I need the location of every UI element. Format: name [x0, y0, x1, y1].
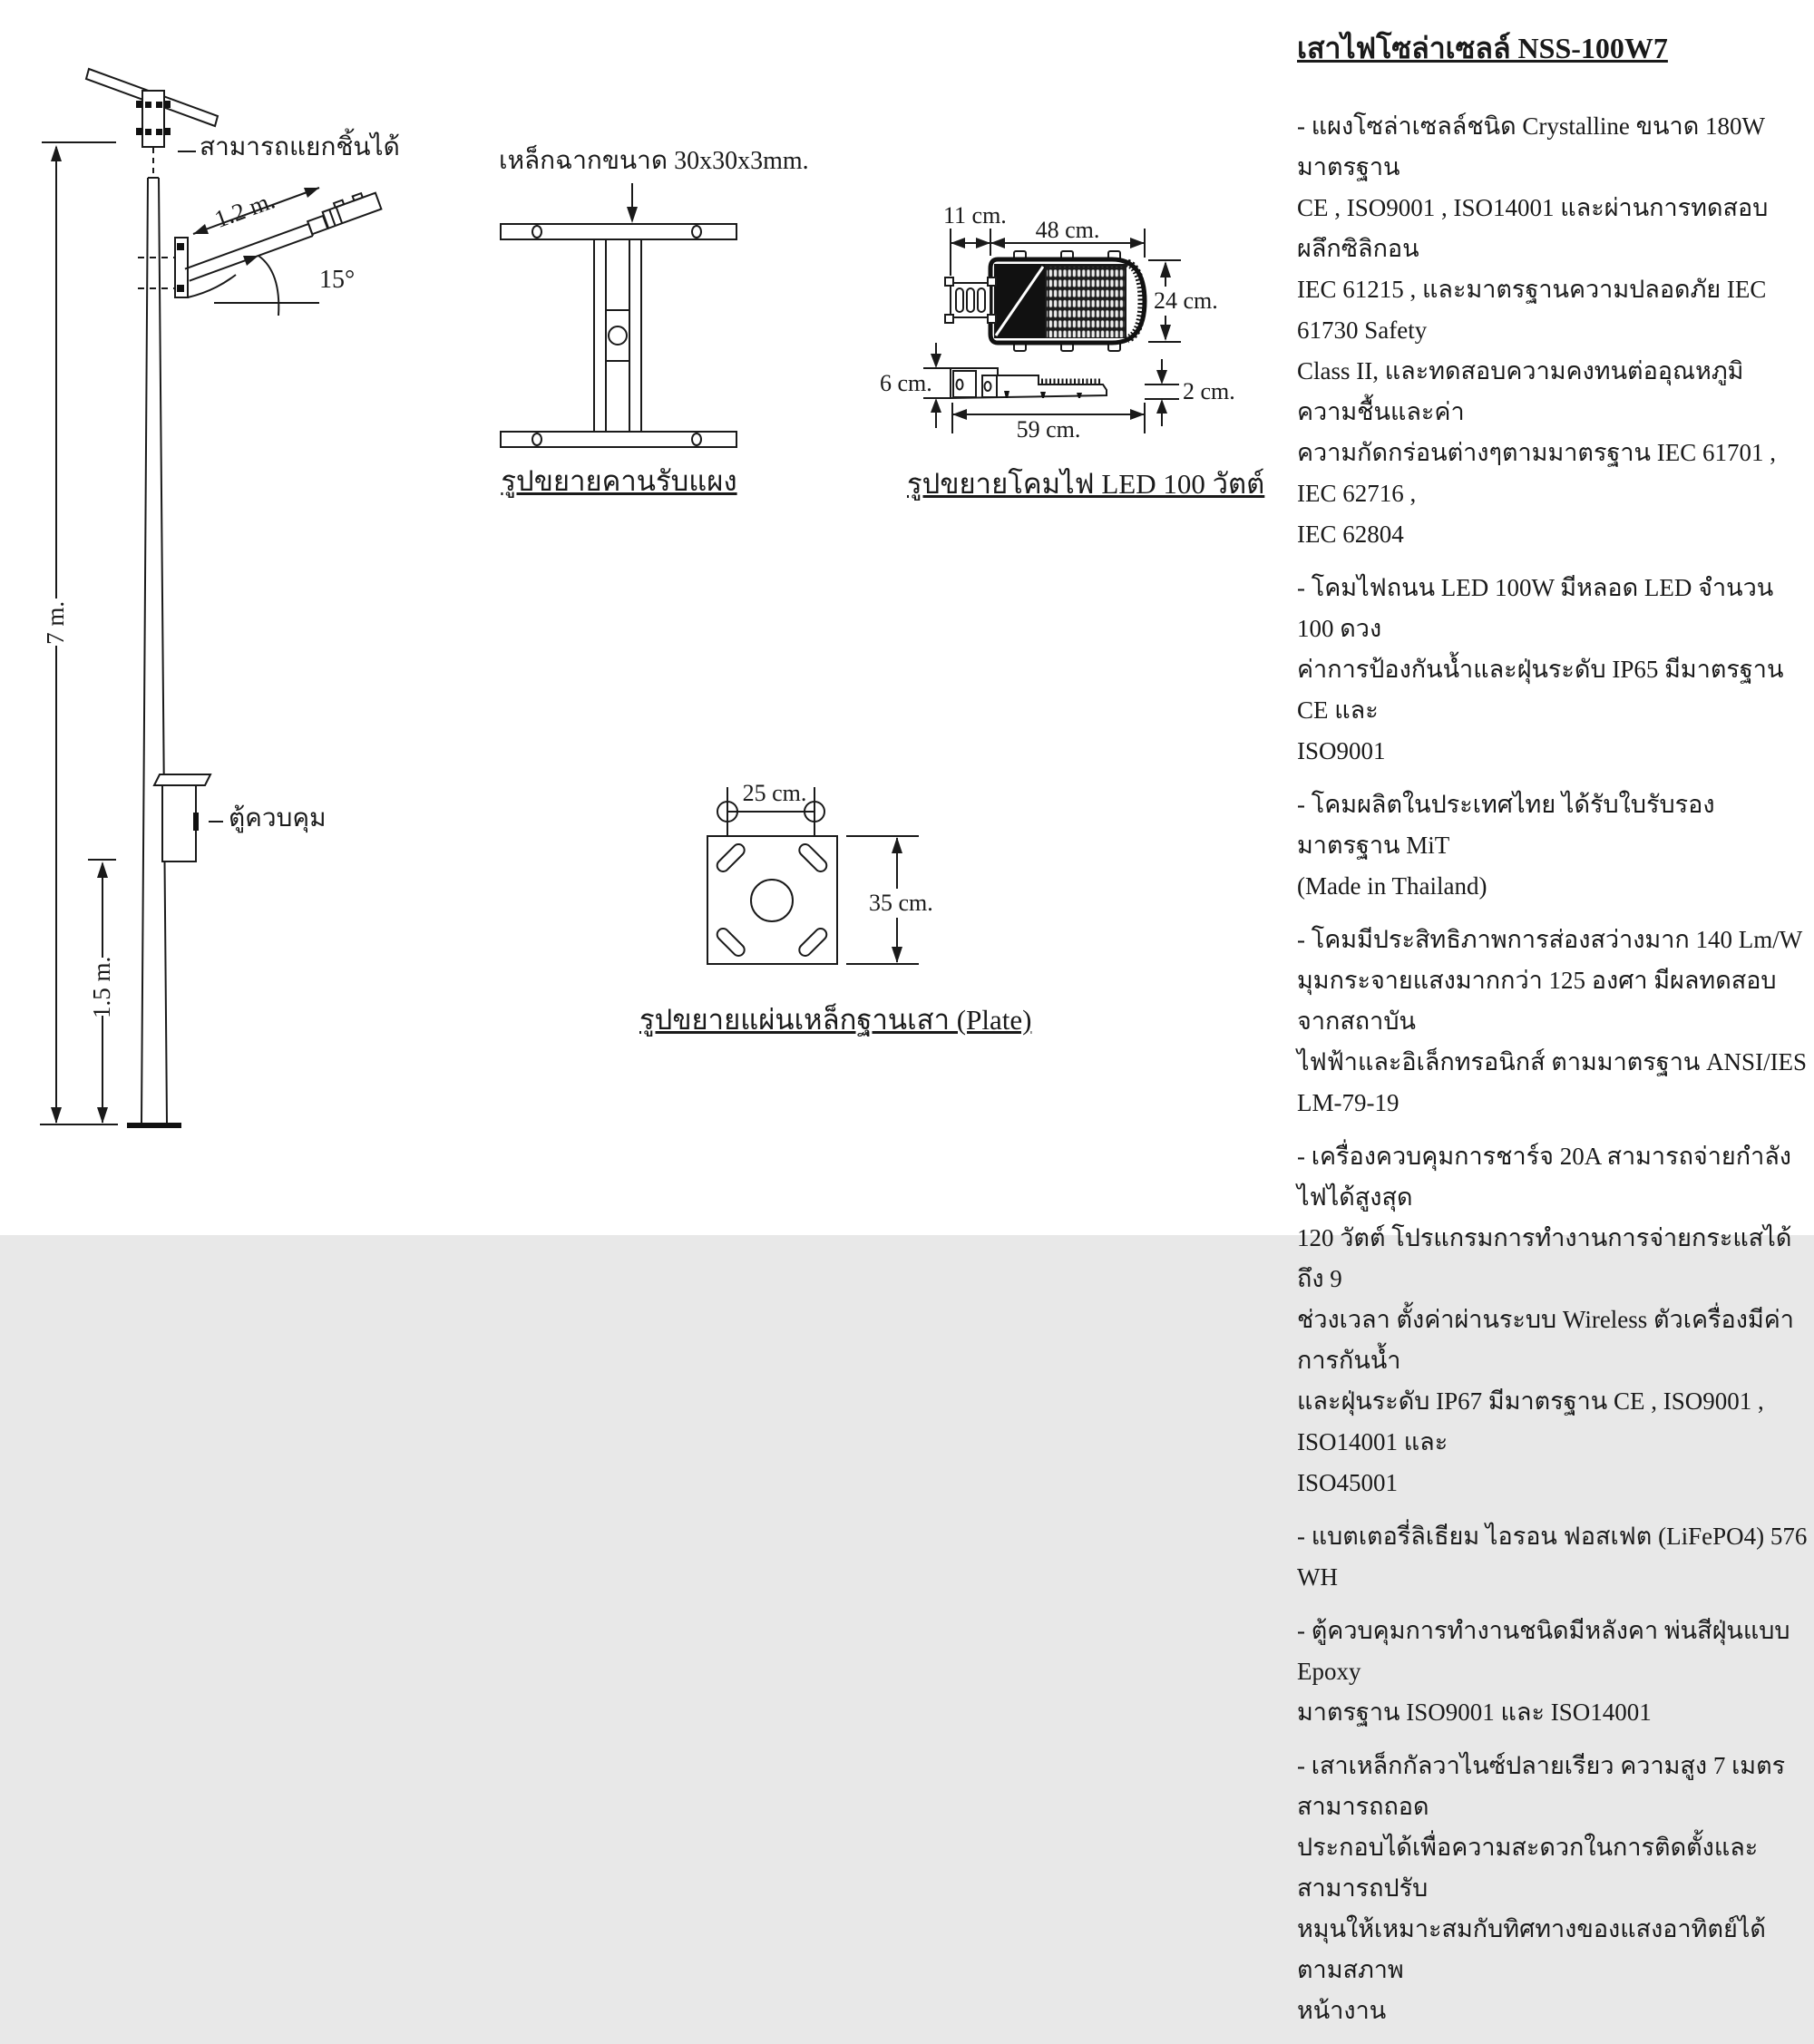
lamp-right-height-dim: 2 cm.: [1183, 378, 1235, 404]
plate-width-dim: 35 cm.: [869, 890, 933, 916]
spec-paragraph-led-lamp: - โคมไฟถนน LED 100W มีหลอด LED จำนวน 100 ดวง ค่าการป้องกันน้ำและฝุ่นระดับ IP65 มีมาตรฐาน CE และ ISO9001: [1297, 574, 1784, 764]
solar-panel-drawing: [86, 69, 218, 177]
spec-paragraph-made-in-thailand: - โคมผลิตในประเทศไทย ได้รับใบรับรองมาตรฐาน MiT (Made in Thailand): [1297, 791, 1715, 900]
spec-paragraph-pole: - เสาเหล็กกัลวาไนซ์ปลายเรียว ความสูง 7 เมตร สามารถถอด ประกอบได้เพื่อความสะดวกในการติดตั้งและสามารถปรับ หมุนให้เหมาะสมกับทิศทางของแสงอาทิตย์ได้ตามสภาพ หน้างาน: [1297, 1752, 1786, 2024]
lamp-side-view-drawing: [951, 368, 1107, 398]
lamp-total-length-dim: 59 cm.: [1016, 416, 1081, 443]
lamp-caption: รูปขยายโคมไฟ LED 100 วัตต์: [907, 468, 1265, 500]
control-box-drawing: [154, 774, 223, 861]
control-box-label: ตู้ควบคุม: [229, 804, 327, 832]
lamp-left-height-dim: 6 cm.: [880, 370, 932, 396]
pole-arm-length-dim: 1.2 m.: [210, 186, 278, 234]
spec-paragraph-charge-controller: - เครื่องควบคุมการชาร์จ 20A สามารถจ่ายกำลังไฟได้สูงสุด 120 วัตต์ โปรแกรมการทำงานการจ่ายกระแสได้ถึง 9 ช่วงเวลา ตั้งค่าผ่านระบบ Wireless ตัวเครื่องมีค่าการกันน้ำ และฝุ่นระดับ IP67 มีมาตรฐาน CE , ISO9001 , ISO14001 และ ISO45001: [1297, 1143, 1794, 1496]
pole-tilt-angle-dim: 15°: [319, 266, 356, 294]
plate-caption: รูปขยายแผ่นเหล็กฐานเสา (Plate): [639, 1004, 1032, 1036]
spec-paragraph-solar-panel: - แผงโซล่าเซลล์ชนิด Crystalline ขนาด 180W มาตรฐาน CE , ISO9001 , ISO14001 และผ่านการทดสอบผลึกซิลิกอน IEC 61215 , และมาตรฐานความปลอดภัย IEC 61730 Safety Class II, และทดสอบความคงทนต่ออุณหภูมิ ความชื้นและค่า ความกัดกร่อนต่างๆตามมาตรฐาน IEC 61701 , IEC 62716 , IEC 62804: [1297, 112, 1776, 548]
lamp-body-width-dim: 24 cm.: [1154, 287, 1218, 314]
plate-hole-spacing-dim: 25 cm.: [742, 780, 807, 806]
bracket-steel-angle-label: เหล็กฉากขนาด 30x30x3mm.: [499, 147, 809, 175]
spec-paragraph-battery: - แบตเตอรี่ลิเธียม ไอรอน ฟอสเฟต (LiFePO4) 576 WH: [1297, 1523, 1808, 1591]
pole-height-dim: 7 m.: [42, 600, 70, 645]
spec-paragraph-luminous-efficacy: - โคมมีประสิทธิภาพการส่องสว่างมาก 140 Lm/W มุมกระจายแสงมากกว่า 125 องศา มีผลทดสอบจากสถาบัน ไฟฟ้าและอิเล็กทรอนิกส์ ตามมาตรฐาน ANSI/IES LM-79-19: [1297, 926, 1808, 1116]
pole-lower-section-dim: 1.5 m.: [88, 956, 116, 1018]
lamp-bracket-width-dim: 11 cm.: [943, 202, 1007, 229]
lamp-body-length-dim: 48 cm.: [1035, 217, 1100, 243]
spec-text-column: [1297, 25, 1809, 2044]
spec-paragraph-control-cabinet: - ตู้ควบคุมการทำงานชนิดมีหลังคา พ่นสีฝุ่นแบบ Epoxy มาตรฐาน ISO9001 และ ISO14001: [1297, 1617, 1790, 1726]
pole-detachable-label: สามารถแยกชิ้นได้: [200, 133, 400, 161]
bracket-drawing: [501, 183, 736, 447]
base-plate-drawing: [707, 787, 837, 964]
bracket-caption: รูปขยายคานรับแผง: [501, 465, 737, 497]
spec-title: เสาไฟโซล่าเซลล์ NSS-100W7: [1297, 32, 1668, 64]
lamp-top-view-drawing: [945, 251, 1145, 351]
